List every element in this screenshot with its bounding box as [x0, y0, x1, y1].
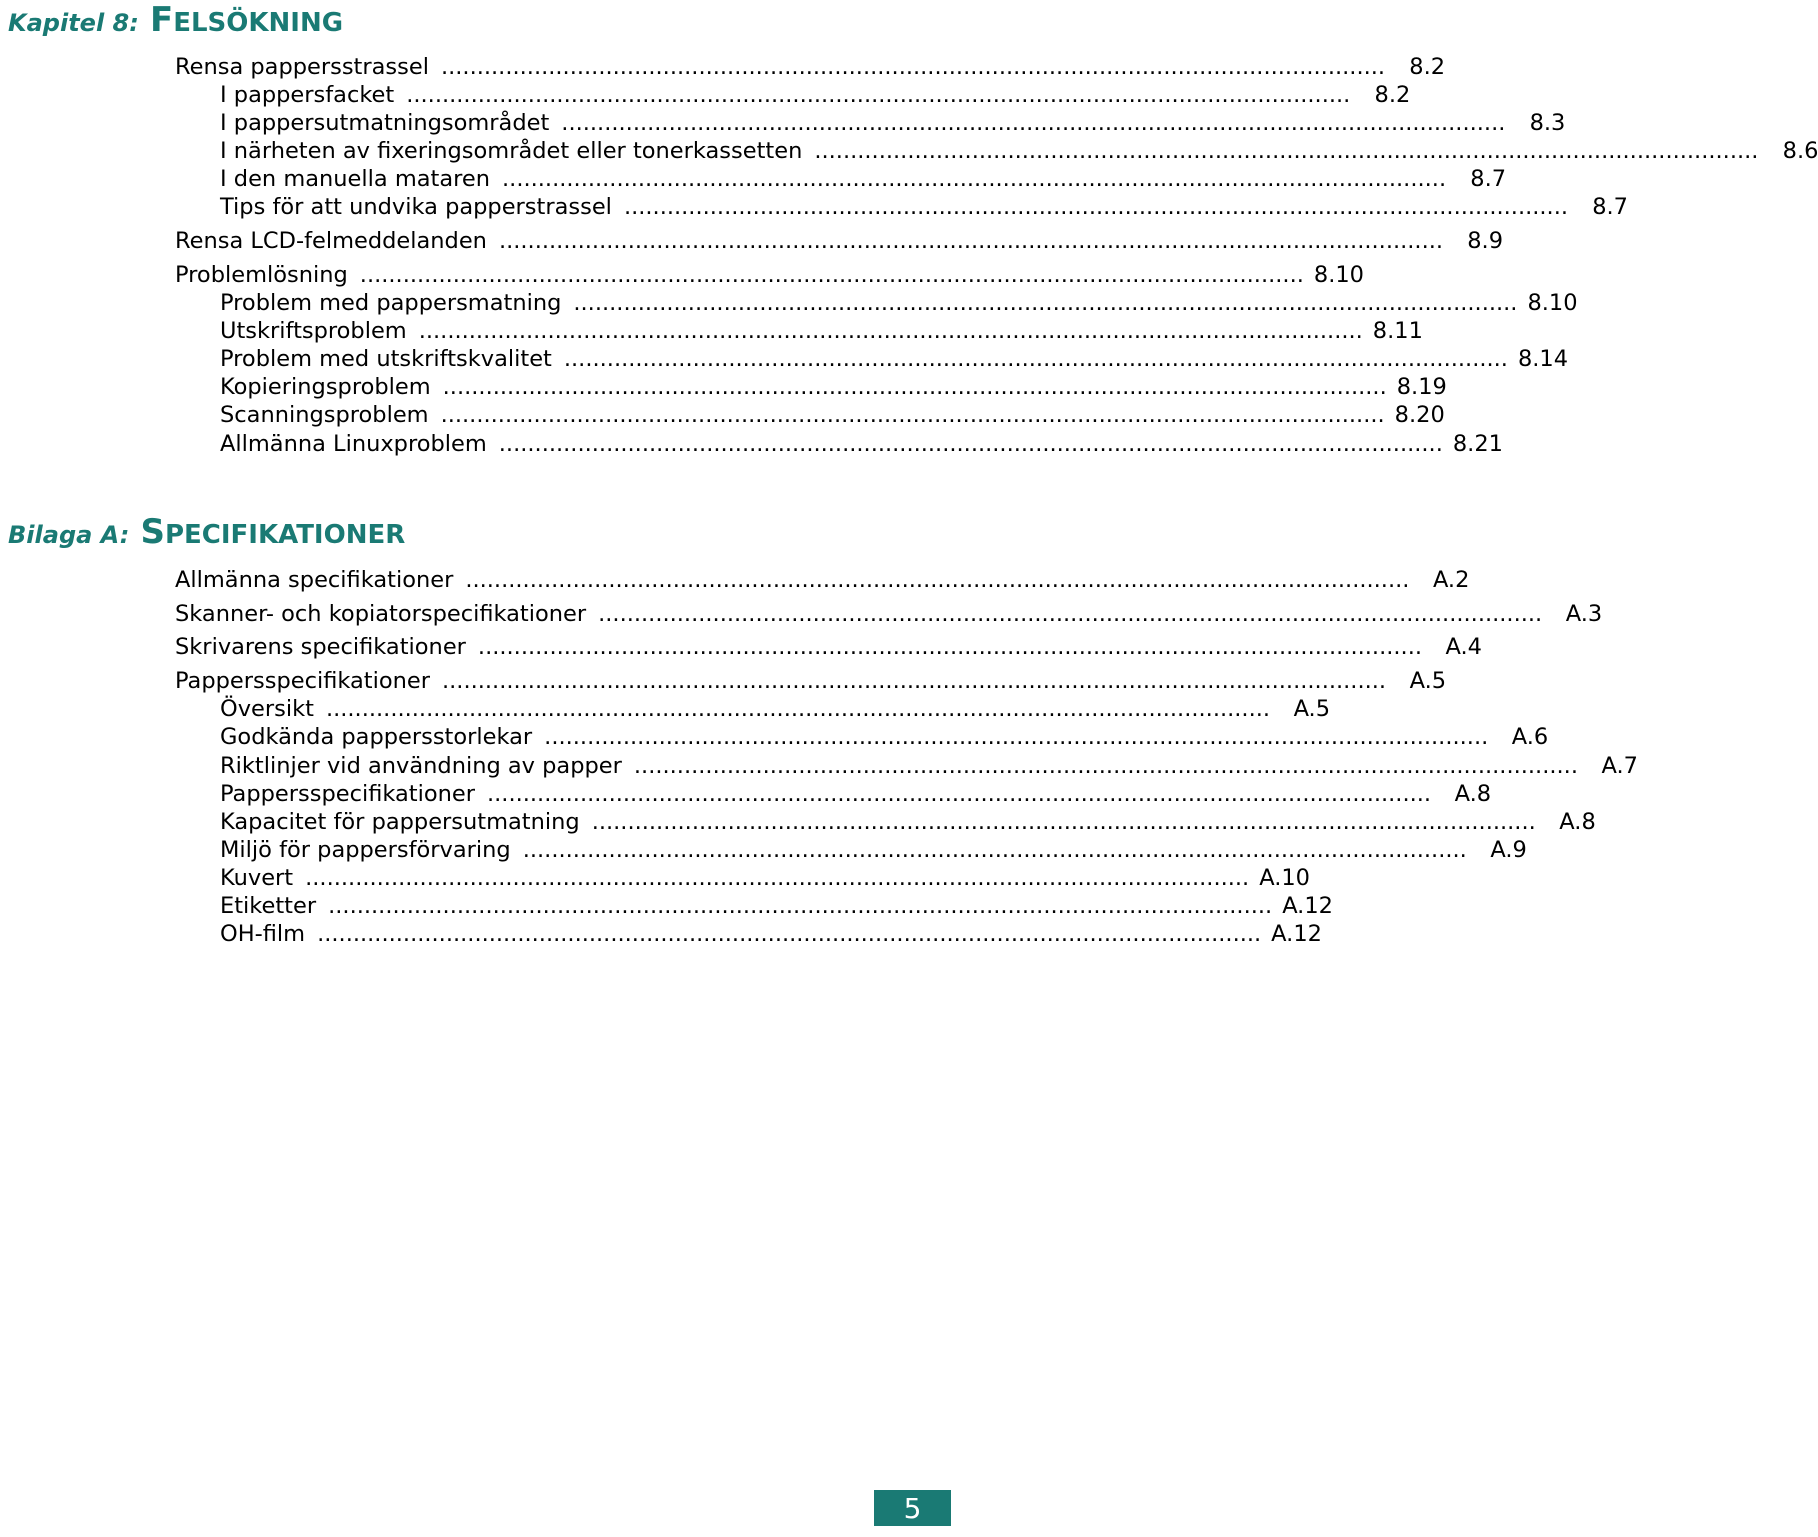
toc-entry-title: Kopieringsproblem: [220, 374, 431, 400]
toc-entry-page: 8.10: [1527, 290, 1578, 316]
toc-entry-page: A.8: [1454, 781, 1492, 807]
toc-entry-title: I pappersfacket: [220, 82, 395, 108]
toc-dot-leader: ....................................................................................................................................: [441, 668, 1387, 694]
toc-entry-title: Allmänna specifikationer: [175, 567, 454, 593]
toc-entry[interactable]: [175, 565, 1470, 595]
toc-dot-leader: ....................................................................................................................................: [486, 781, 1432, 807]
toc-dot-leader: ....................................................................................................................................: [440, 54, 1386, 80]
toc-dot-leader: ....................................................................................................................................: [544, 724, 1489, 750]
toc-entry-page: A.6: [1511, 724, 1549, 750]
toc-entry-page: A.10: [1259, 865, 1310, 891]
toc-dot-leader: ....................................................................................................................................: [477, 634, 1422, 660]
toc-entry-title: Miljö för pappersförvaring: [220, 837, 511, 863]
toc-dot-leader: ....................................................................................................................................: [325, 696, 1271, 722]
page-number: 5: [903, 1491, 922, 1525]
toc-dot-leader: ....................................................................................................................................: [440, 402, 1385, 428]
toc-dot-leader: ....................................................................................................................................: [359, 262, 1304, 288]
toc-entry[interactable]: [220, 400, 1445, 430]
chapter-8-prefix: Kapitel 8:: [8, 9, 139, 37]
toc-dot-leader: ....................................................................................................................................: [465, 567, 1410, 593]
toc-entry-page: 8.14: [1517, 346, 1569, 372]
toc-entry[interactable]: [220, 779, 1492, 809]
chapter-8-title-initial: F: [149, 0, 174, 40]
toc-entry-page: 8.3: [1529, 110, 1566, 136]
toc-dot-leader: ....................................................................................................................................: [633, 753, 1578, 779]
toc-entry[interactable]: [220, 835, 1527, 865]
appendix-a-prefix: Bilaga A:: [8, 521, 130, 549]
toc-entry-title: Problem med pappersmatning: [220, 290, 562, 316]
toc-entry[interactable]: [175, 632, 1482, 662]
page-number-badge: [874, 1490, 951, 1526]
chapter-8-title-rest: ELSÖKNING: [173, 8, 344, 38]
toc-entry-page: A.2: [1432, 567, 1470, 593]
toc-entry-page: 8.2: [1374, 82, 1411, 108]
toc-entry[interactable]: [220, 807, 1596, 837]
toc-entry-page: 8.6: [1782, 138, 1818, 164]
toc-entry[interactable]: [175, 599, 1603, 629]
toc-entry[interactable]: [220, 751, 1638, 781]
toc-entry[interactable]: [220, 429, 1503, 459]
toc-entry-title: I närheten av fixeringsområdet eller tonerkassetten: [220, 138, 803, 164]
toc-entry-page: 8.7: [1592, 194, 1629, 220]
toc-entry[interactable]: [220, 288, 1578, 318]
toc-entry-title: Pappersspecifikationer: [220, 781, 475, 807]
toc-dot-leader: ....................................................................................................................................: [598, 601, 1543, 627]
toc-entry[interactable]: [175, 260, 1364, 290]
toc-entry-title: Allmänna Linuxproblem: [220, 431, 487, 457]
toc-entry[interactable]: [220, 863, 1310, 893]
toc-entry-page: A.5: [1409, 668, 1447, 694]
toc-entry[interactable]: [220, 108, 1566, 138]
toc-entry-title: Etiketter: [220, 893, 317, 919]
toc-entry[interactable]: [220, 136, 1818, 166]
toc-entry-page: A.7: [1601, 753, 1638, 779]
toc-entry[interactable]: [220, 344, 1569, 374]
toc-dot-leader: ....................................................................................................................................: [563, 346, 1508, 372]
toc-dot-leader: ....................................................................................................................................: [406, 82, 1351, 108]
toc-dot-leader: ....................................................................................................................................: [561, 110, 1506, 136]
toc-entry[interactable]: [220, 80, 1411, 110]
toc-dot-leader: ....................................................................................................................................: [573, 290, 1518, 316]
toc-entry-page: A.5: [1293, 696, 1331, 722]
toc-entry-page: 8.2: [1409, 54, 1446, 80]
toc-entry-page: A.4: [1445, 634, 1482, 660]
toc-dot-leader: ....................................................................................................................................: [317, 921, 1262, 947]
toc-entry-page: 8.19: [1396, 374, 1447, 400]
toc-dot-leader: ....................................................................................................................................: [498, 228, 1444, 254]
toc-entry-title: Problem med utskriftskvalitet: [220, 346, 552, 372]
toc-dot-leader: ....................................................................................................................................: [328, 893, 1273, 919]
toc-entry-title: I pappersutmatningsområdet: [220, 110, 550, 136]
toc-entry-page: 8.9: [1467, 228, 1504, 254]
toc-entry-page: A.12: [1271, 921, 1322, 947]
toc-entry-page: 8.11: [1372, 318, 1423, 344]
appendix-a-heading: [8, 512, 405, 552]
toc-entry-title: Rensa pappersstrassel: [175, 54, 429, 80]
toc-entry-title: Riktlinjer vid användning av papper: [220, 753, 622, 779]
toc-entry-title: Problemlösning: [175, 262, 348, 288]
toc-entry[interactable]: [220, 164, 1507, 194]
toc-entry-title: Rensa LCD-felmeddelanden: [175, 228, 487, 254]
toc-entry-page: 8.10: [1313, 262, 1364, 288]
toc-entry[interactable]: [175, 666, 1447, 696]
toc-entry[interactable]: [175, 226, 1504, 256]
toc-entry-title: Tips för att undvika papperstrassel: [220, 194, 612, 220]
toc-entry-title: Scanningsproblem: [220, 402, 429, 428]
toc-entry-page: A.3: [1565, 601, 1603, 627]
toc-entry[interactable]: [220, 316, 1423, 346]
toc-entry-title: OH-film: [220, 921, 306, 947]
toc-entry[interactable]: [220, 372, 1447, 402]
toc-entry-title: Pappersspecifikationer: [175, 668, 430, 694]
toc-dot-leader: ....................................................................................................................................: [591, 809, 1536, 835]
toc-entry-title: Översikt: [220, 696, 314, 722]
toc-entry-title: I den manuella mataren: [220, 166, 491, 192]
toc-dot-leader: ....................................................................................................................................: [623, 194, 1569, 220]
toc-dot-leader: ....................................................................................................................................: [418, 318, 1363, 344]
appendix-a-title-rest: PECIFIKATIONER: [164, 520, 406, 550]
toc-entry-page: A.12: [1282, 893, 1333, 919]
toc-dot-leader: ....................................................................................................................................: [442, 374, 1387, 400]
toc-entry[interactable]: [220, 722, 1549, 752]
toc-entry-page: 8.20: [1394, 402, 1445, 428]
appendix-a-title-initial: S: [140, 512, 165, 552]
toc-entry-title: Godkända pappersstorlekar: [220, 724, 533, 750]
toc-entry-title: Skanner- och kopiatorspecifikationer: [175, 601, 587, 627]
toc-entry[interactable]: [220, 694, 1331, 724]
toc-entry-title: Kuvert: [220, 865, 294, 891]
toc-entry-page: A.8: [1559, 809, 1596, 835]
toc-entry-title: Skrivarens specifikationer: [175, 634, 466, 660]
toc-entry[interactable]: [220, 891, 1333, 921]
toc-dot-leader: ....................................................................................................................................: [522, 837, 1467, 863]
toc-entry-title: Utskriftsproblem: [220, 318, 407, 344]
toc-entry-page: 8.21: [1452, 431, 1503, 457]
toc-dot-leader: ....................................................................................................................................: [498, 431, 1443, 457]
toc-entry-page: A.9: [1490, 837, 1527, 863]
toc-entry[interactable]: [220, 919, 1322, 949]
chapter-8-heading: [8, 0, 343, 40]
toc-entry-page: 8.7: [1470, 166, 1507, 192]
toc-dot-leader: ....................................................................................................................................: [305, 865, 1250, 891]
toc-entry[interactable]: [220, 192, 1629, 222]
toc-dot-leader: ....................................................................................................................................: [502, 166, 1447, 192]
toc-dot-leader: ....................................................................................................................................: [814, 138, 1759, 164]
toc-entry-title: Kapacitet för pappersutmatning: [220, 809, 580, 835]
toc-entry[interactable]: [175, 52, 1446, 82]
